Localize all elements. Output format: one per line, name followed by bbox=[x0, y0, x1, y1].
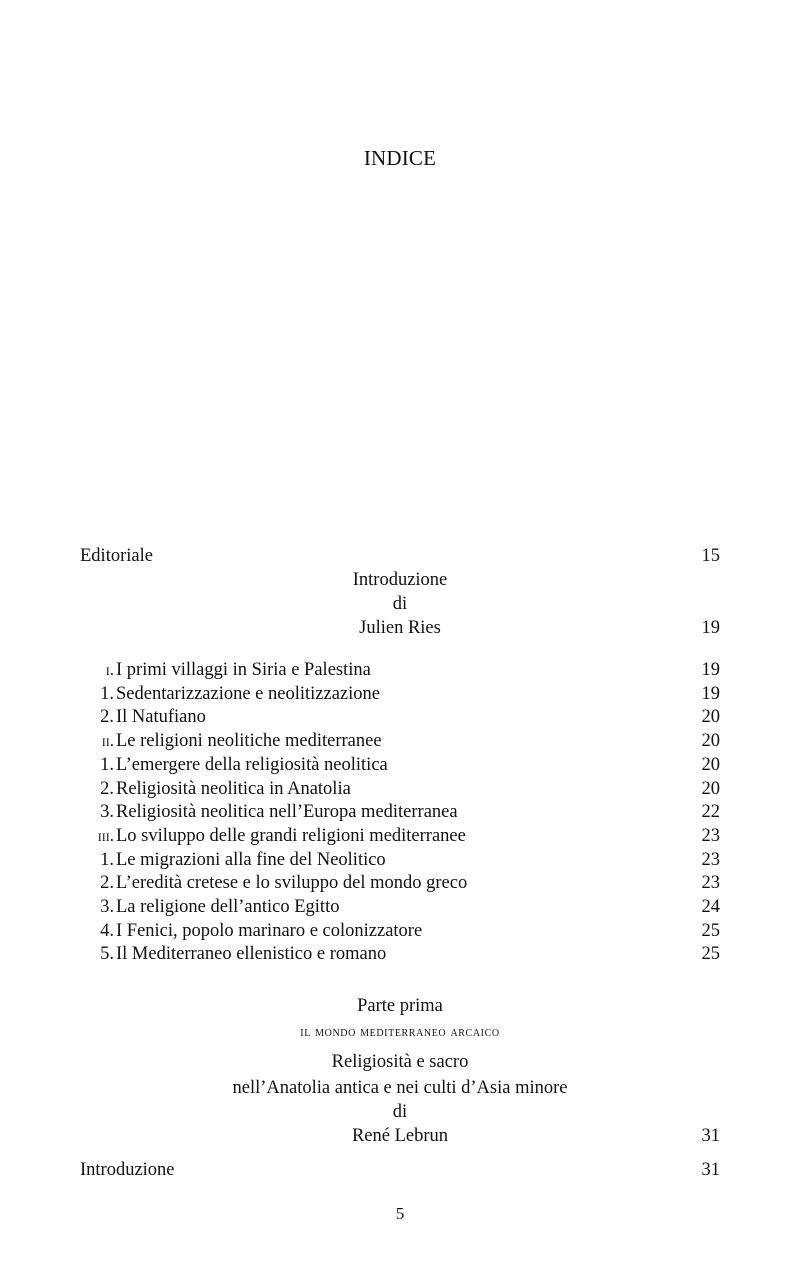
toc-entry bbox=[80, 705, 720, 729]
toc-row-introduzione bbox=[80, 1158, 720, 1182]
toc-page-number: 20 bbox=[701, 707, 720, 728]
toc-entry-number: 1. bbox=[100, 683, 114, 704]
toc-page-number: 25 bbox=[701, 944, 720, 965]
toc-entry-number: i. bbox=[105, 660, 114, 679]
toc-entry-number: 4. bbox=[100, 920, 114, 941]
author-name: Julien Ries bbox=[359, 618, 441, 638]
toc-entry-text: Le religioni neolitiche mediterranee bbox=[116, 731, 382, 752]
toc-page-number: 20 bbox=[701, 754, 720, 775]
page-title: INDICE bbox=[363, 146, 437, 170]
toc-entry-number: 5. bbox=[100, 944, 114, 965]
toc-page-number: 24 bbox=[701, 897, 720, 917]
toc-entry-number: 1. bbox=[100, 754, 114, 775]
byline-di: di bbox=[392, 1102, 408, 1122]
toc-entry-number: 3. bbox=[100, 802, 114, 823]
toc-entry-text: L’eredità cretese e lo sviluppo del mondo greco bbox=[116, 873, 468, 894]
toc-page-number: 23 bbox=[701, 849, 720, 870]
toc-entry-text: Sedentarizzazione e neolitizzazione bbox=[116, 683, 380, 704]
toc-entry-text: I Fenici, popolo marinaro e colonizzatore bbox=[116, 920, 423, 941]
toc-entry-number: 1. bbox=[100, 849, 114, 870]
toc-entry bbox=[80, 824, 720, 848]
toc-row-editoriale bbox=[80, 544, 720, 568]
toc-page-number: 19 bbox=[701, 660, 720, 680]
toc-page-number: 25 bbox=[701, 920, 720, 941]
toc-page-number: 19 bbox=[701, 683, 720, 704]
toc-entry-text: La religione dell’antico Egitto bbox=[116, 897, 340, 917]
toc-entry-text: Religiosità neolitica in Anatolia bbox=[116, 778, 351, 799]
toc-entry bbox=[80, 777, 720, 801]
toc-entry-number: ii. bbox=[101, 731, 114, 751]
toc-entry-text: I primi villaggi in Siria e Palestina bbox=[116, 660, 371, 680]
toc-entry-number: iii. bbox=[97, 825, 114, 845]
toc-page-number: 31 bbox=[701, 1126, 720, 1146]
toc-row-part-author bbox=[80, 1124, 720, 1148]
part-subtitle: il mondo mediterraneo arcaico bbox=[300, 1024, 500, 1040]
toc-label: Editoriale bbox=[80, 546, 153, 566]
byline-di: di bbox=[392, 594, 408, 614]
toc-page-number: 19 bbox=[701, 618, 720, 638]
toc-entry-number: 3. bbox=[100, 897, 114, 917]
section-heading: Introduzione bbox=[352, 570, 448, 590]
toc-entry bbox=[80, 658, 720, 682]
toc-entry bbox=[80, 895, 720, 919]
essay-title-line-2: nell’Anatolia antica e nei culti d’Asia minore bbox=[232, 1078, 568, 1098]
toc-entry bbox=[80, 871, 720, 895]
toc-page-number: 22 bbox=[701, 802, 720, 823]
part-heading: Parte prima bbox=[357, 996, 443, 1016]
essay-title-line-1: Religiosità e sacro bbox=[331, 1052, 469, 1072]
toc-entry-text: Religiosità neolitica nell’Europa mediterranea bbox=[116, 802, 458, 823]
toc-page-number: 20 bbox=[701, 731, 720, 752]
author-name: René Lebrun bbox=[351, 1126, 449, 1146]
toc-entry bbox=[80, 919, 720, 943]
toc-entry-number: 2. bbox=[100, 873, 114, 894]
toc-entry bbox=[80, 729, 720, 753]
toc-entry-number: 2. bbox=[100, 778, 114, 799]
toc-entry bbox=[80, 942, 720, 966]
toc-page-number: 15 bbox=[701, 546, 720, 566]
toc-entry bbox=[80, 682, 720, 706]
toc-entry-text: L’emergere della religiosità neolitica bbox=[116, 754, 388, 775]
toc-entry-text: Le migrazioni alla fine del Neolitico bbox=[116, 849, 386, 870]
toc-entry-text: Lo sviluppo delle grandi religioni mediterranee bbox=[116, 825, 466, 846]
page-number-footer: 5 bbox=[395, 1204, 405, 1223]
toc-label: Introduzione bbox=[80, 1160, 175, 1180]
toc-row-intro-author bbox=[80, 616, 720, 640]
toc-entry-text: Il Natufiano bbox=[116, 707, 206, 728]
toc-page-number: 23 bbox=[701, 873, 720, 894]
toc-entry-number: 2. bbox=[100, 707, 114, 728]
toc-page-number: 31 bbox=[701, 1160, 720, 1180]
toc-entry bbox=[80, 800, 720, 824]
toc-entry bbox=[80, 753, 720, 777]
toc-entry bbox=[80, 848, 720, 872]
toc-page-number: 20 bbox=[701, 778, 720, 799]
toc-page-number: 23 bbox=[701, 825, 720, 846]
toc-entry-text: Il Mediterraneo ellenistico e romano bbox=[116, 944, 387, 965]
